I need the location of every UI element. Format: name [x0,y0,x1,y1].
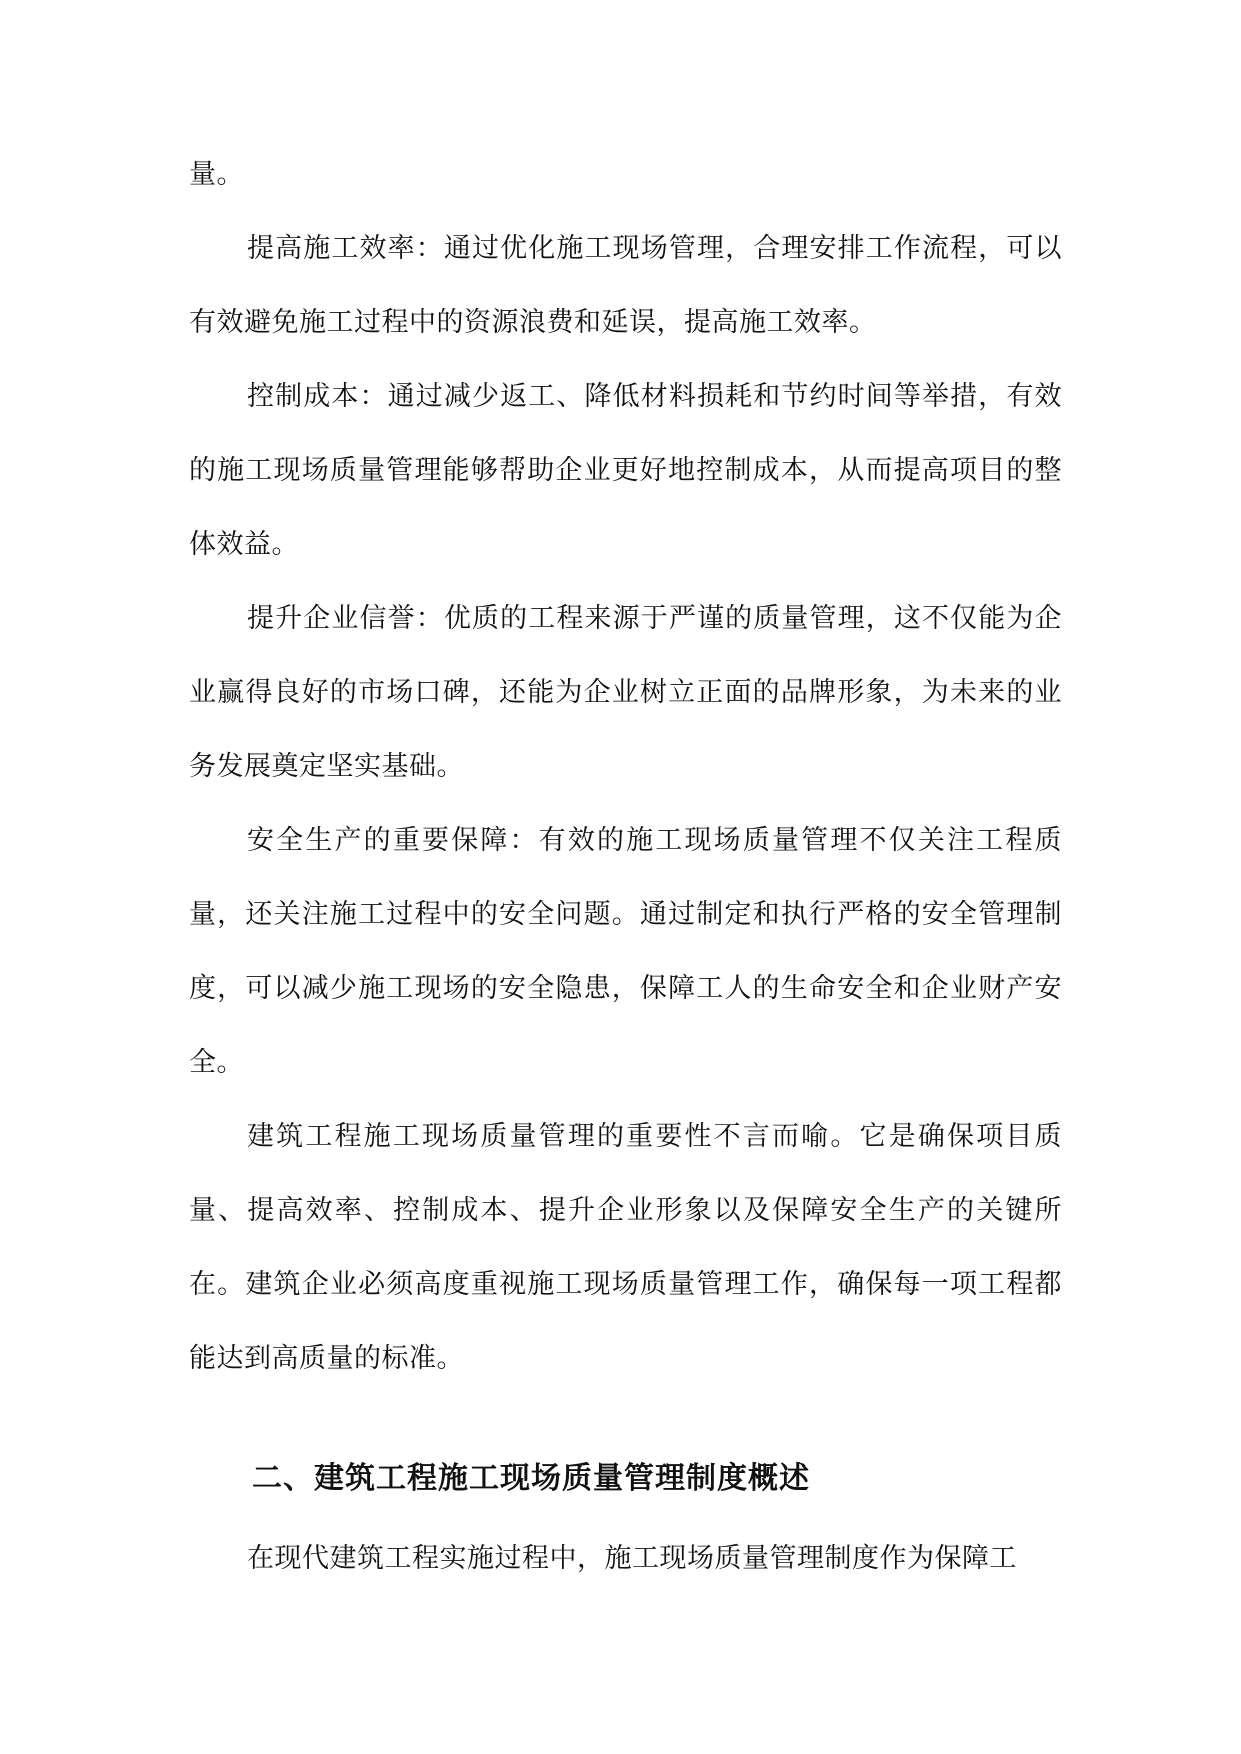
paragraph-summary: 建筑工程施工现场质量管理的重要性不言而喻。它是确保项目质量、提高效率、控制成本、提升企业形象以及保障安全生产的关键所在。建筑企业必须高度重视施工现场质量管理工作，确保每一项工程都能达到高质量的标准。 [189,1121,1062,1374]
paragraph-cost-control: 控制成本：通过减少返工、降低材料损耗和节约时间等举措，有效的施工现场质量管理能够帮助企业更好地控制成本，从而提高项目的整体效益。 [189,381,1062,560]
section-heading: 二、建筑工程施工现场质量管理制度概述 [252,1461,810,1496]
paragraph-reputation: 提升企业信誉：优质的工程来源于严谨的质量管理，这不仅能为企业赢得良好的市场口碑，还能为企业树立正面的品牌形象，为未来的业务发展奠定坚实基础。 [189,603,1062,782]
paragraph-section-intro: 在现代建筑工程实施过程中，施工现场质量管理制度作为保障工 [247,1543,1017,1574]
paragraph-continuation: 量。 [189,159,244,190]
paragraph-safety: 安全生产的重要保障：有效的施工现场质量管理不仅关注工程质量，还关注施工过程中的安全问题。通过制定和执行严格的安全管理制度，可以减少施工现场的安全隐患，保障工人的生命安全和企业财产安全。 [189,825,1062,1078]
document-page [189,138,1062,1596]
paragraph-efficiency: 提高施工效率：通过优化施工现场管理，合理安排工作流程，可以有效避免施工过程中的资源浪费和延误，提高施工效率。 [189,233,1062,338]
